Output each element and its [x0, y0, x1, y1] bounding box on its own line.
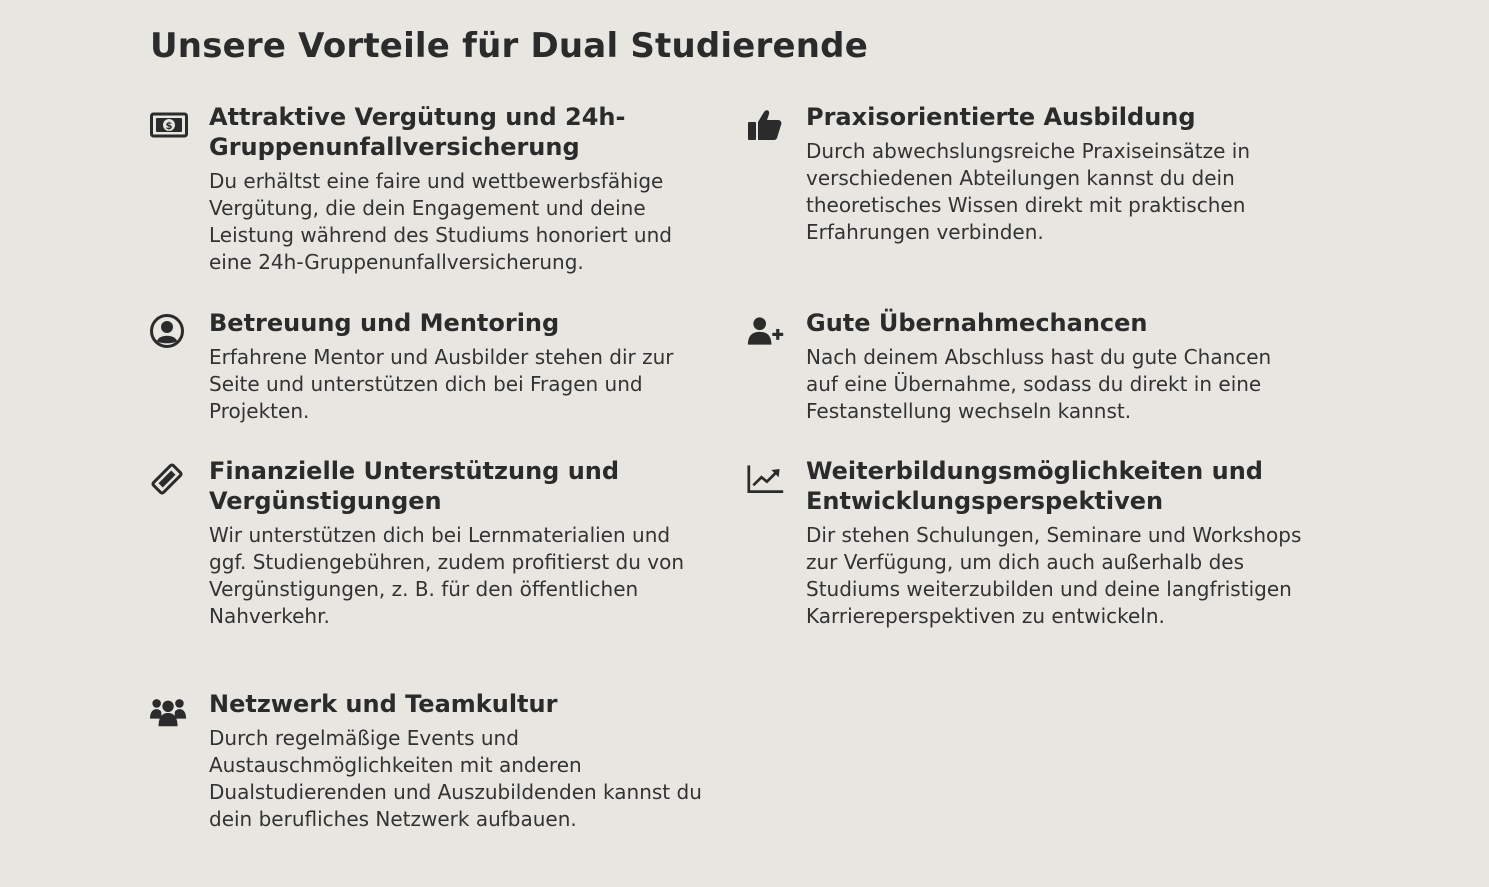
benefit-title: Weiterbildungsmöglichkeiten und Entwicklungsperspektiven	[806, 457, 1263, 515]
user-circle-icon	[150, 314, 190, 350]
page-title: Unsere Vorteile für Dual Studierende	[150, 26, 868, 66]
benefit-text: Dir stehen Schulungen, Seminare und Workshops zur Verfügung, um dich auch außerhalb des Studiums weiterzubilden und deine langfristigen Karriereperspektiven zu entwickeln.	[806, 523, 1302, 628]
benefit-uebernahme	[747, 308, 1307, 425]
benefits-section	[150, 20, 1340, 831]
benefit-title: Gute Übernahmechancen	[806, 309, 1148, 337]
benefit-text: Erfahrene Mentor und Ausbilder stehen dir zur Seite und unterstützen dich bei Fragen und Projekten.	[209, 345, 674, 423]
ticket-icon	[150, 462, 190, 498]
user-plus-icon	[747, 314, 787, 350]
benefit-text: Wir unterstützen dich bei Lernmaterialien und ggf. Studiengebühren, zudem profitierst du von Vergünstigungen, z. B. für den öffentlichen Nahverkehr.	[209, 523, 685, 628]
benefit-netzwerk	[150, 689, 710, 833]
benefit-title: Praxisorientierte Ausbildung	[806, 103, 1196, 131]
benefit-title: Netzwerk und Teamkultur	[209, 690, 558, 718]
benefit-finanzen	[150, 456, 710, 630]
benefit-weiterbildung	[747, 456, 1307, 630]
benefit-verguetung	[150, 102, 710, 276]
benefit-text: Du erhältst eine faire und wettbewerbsfähige Vergütung, die dein Engagement und deine Leistung während des Studiums honoriert und eine 24h-Gruppenunfallversicherung.	[209, 169, 672, 274]
benefit-mentoring	[150, 308, 710, 425]
benefit-title: Finanzielle Unterstützung und Vergünstigungen	[209, 457, 620, 515]
thumbs-up-icon	[747, 108, 787, 144]
benefit-text: Nach deinem Abschluss hast du gute Chancen auf eine Übernahme, sodass du direkt in eine Festanstellung wechseln kannst.	[806, 345, 1272, 423]
benefit-title: Betreuung und Mentoring	[209, 309, 560, 337]
money-bill-icon	[150, 108, 190, 144]
chart-line-icon	[747, 462, 787, 498]
svg-text:$: $	[165, 121, 173, 132]
benefit-title: Attraktive Vergütung und 24h-Gruppenunfallversicherung	[209, 103, 626, 161]
users-icon	[150, 695, 190, 731]
benefit-text: Durch abwechslungsreiche Praxiseinsätze in verschiedenen Abteilungen kannst du dein theoretisches Wissen direkt mit praktischen Erfahrungen verbinden.	[806, 139, 1251, 244]
benefit-praxis	[747, 102, 1307, 246]
benefit-text: Durch regelmäßige Events und Austauschmöglichkeiten mit anderen Dualstudierenden und Auszubildenden kannst du dein berufliches Netzwerk aufbauen.	[209, 726, 702, 831]
